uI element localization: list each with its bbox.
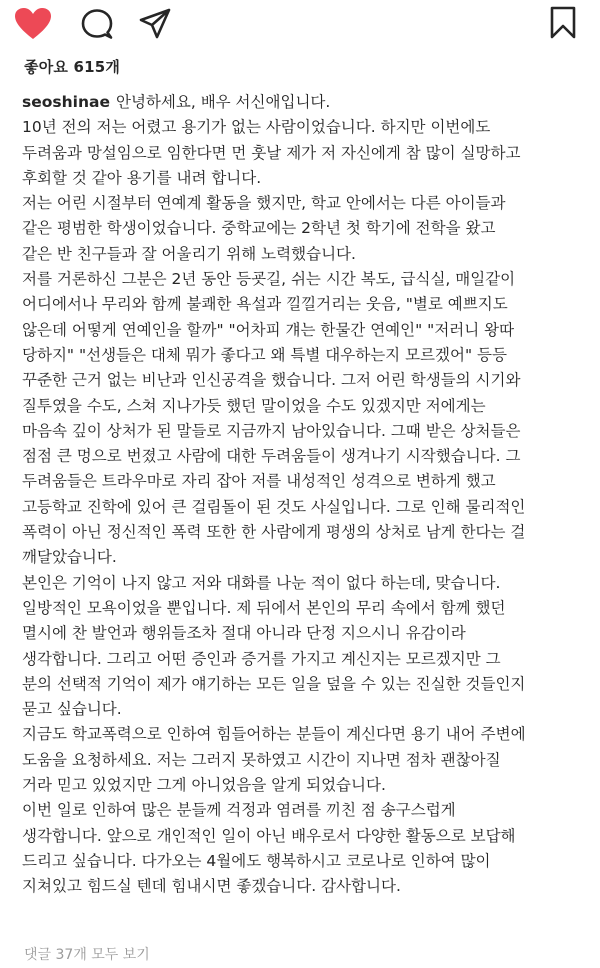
caption-text: 생각합니다. 앞으로 개인적인 일이 아닌 배우로서 다양한 활동으로 보답해	[22, 826, 516, 845]
caption-text: 지금도 학교폭력으로 인하여 힘들어하는 분들이 계신다면 용기 내어 주변에	[22, 725, 526, 744]
caption-line	[22, 343, 592, 368]
caption-text: 질투였을 수도, 스쳐 지나가듯 했던 말이었을 수도 있겠지만 저에게는	[22, 396, 486, 415]
caption-text: 점점 큰 멍으로 번졌고 사람에 대한 두려움들이 생겨나기 시작했습니다. 그	[22, 447, 521, 466]
bookmark-icon[interactable]	[549, 6, 577, 40]
caption-text: 당하지" "선생들은 대체 뭐가 좋다고 왜 특별 대우하는지 모르겠어" 등등	[22, 345, 507, 364]
caption-text: 어디에서나 무리와 함께 불쾌한 욕설과 낄낄거리는 웃음, "별로 예쁘지도	[22, 295, 508, 314]
caption-line	[22, 849, 592, 874]
post-action-bar	[0, 0, 600, 42]
caption-text: 도움을 요청하세요. 저는 그러지 못하였고 시간이 지나면 점차 괜찮아질	[22, 750, 501, 769]
caption-text: 저는 어린 시절부터 연예계 활동을 했지만, 학교 안에서는 다른 아이들과	[22, 194, 506, 213]
caption-line	[22, 394, 592, 419]
caption-line	[22, 722, 592, 747]
caption-text: 일방적인 모욕이었을 뿐입니다. 제 뒤에서 본인의 무리 속에서 함께 했던	[22, 598, 506, 617]
caption-text: 마음속 깊이 상처가 된 말들로 지금까지 남아있습니다. 그때 받은 상처들은	[22, 421, 521, 440]
likes-count[interactable]: 좋아요 615개	[24, 58, 121, 76]
caption-text: 이번 일로 인하여 많은 분들께 걱정과 염려를 끼친 점 송구스럽게	[22, 801, 456, 820]
caption-line	[22, 216, 592, 241]
caption-line	[22, 166, 592, 191]
caption-text: 꾸준한 근거 없는 비난과 인신공격을 했습니다. 그저 어린 학생들의 시기와	[22, 371, 521, 390]
caption-line	[22, 520, 592, 545]
caption-line	[22, 115, 592, 140]
caption-text: 후회할 것 같아 용기를 내려 합니다.	[22, 168, 262, 187]
caption-line	[22, 545, 592, 570]
caption-line	[22, 267, 592, 292]
caption-text: 10년 전의 저는 어렸고 용기가 없는 사람이었습니다. 하지만 이번에도	[22, 118, 491, 137]
caption-text: 생각합니다. 그리고 어떤 증인과 증거를 가지고 계신지는 모르겠지만 그	[22, 649, 501, 668]
caption-text: 본인은 기억이 나지 않고 저와 대화를 나눈 적이 없다 하는데, 맞습니다.	[22, 573, 501, 592]
caption-text: 같은 반 친구들과 잘 어울리기 위해 노력했습니다.	[22, 244, 356, 263]
caption-text: 폭력이 아닌 정신적인 폭력 또한 한 사람에게 평생의 상처로 남게 한다는 걸	[22, 523, 526, 542]
caption-text: 깨달았습니다.	[22, 548, 117, 567]
caption-line	[22, 672, 592, 697]
caption-line	[22, 469, 592, 494]
caption-line	[22, 647, 592, 672]
caption-line	[22, 419, 592, 444]
username-link[interactable]: seoshinae	[22, 93, 110, 111]
caption-line	[22, 874, 592, 899]
caption-line	[22, 90, 592, 115]
caption-text: 드리고 싶습니다. 다가오는 4월에도 행복하시고 코로나로 인하여 많이	[22, 851, 491, 870]
post-caption	[22, 90, 592, 900]
caption-text: 두려움과 망설임으로 임한다면 먼 훗날 제가 저 자신에게 참 많이 실망하고	[22, 143, 521, 162]
caption-line	[22, 141, 592, 166]
caption-text: 안녕하세요, 배우 서신애입니다.	[115, 93, 331, 111]
view-all-comments-link[interactable]: 댓글 37개 모두 보기	[24, 947, 150, 963]
caption-text: 두려움들은 트라우마로 자리 잡아 저를 내성적인 성격으로 변하게 했고	[22, 472, 496, 491]
caption-line	[22, 444, 592, 469]
caption-text: 분의 선택적 기억이 제가 얘기하는 모든 일을 덮을 수 있는 진실한 것들인지	[22, 674, 526, 693]
caption-line	[22, 621, 592, 646]
caption-line	[22, 748, 592, 773]
caption-text: 저를 거론하신 그분은 2년 동안 등굣길, 쉬는 시간 복도, 급식실, 매일같이	[22, 270, 516, 289]
caption-text: 묻고 싶습니다.	[22, 700, 122, 719]
caption-line	[22, 571, 592, 596]
caption-text: 멸시에 찬 발언과 행위들조차 절대 아니라 단정 지으시니 유감이라	[22, 624, 466, 643]
caption-line	[22, 292, 592, 317]
caption-text: 지쳐있고 힘드실 텐데 힘내시면 좋겠습니다. 감사합니다.	[22, 877, 401, 896]
caption-line	[22, 495, 592, 520]
caption-text: 거라 믿고 있었지만 그게 아니었음을 알게 되었습니다.	[22, 776, 386, 795]
caption-line	[22, 773, 592, 798]
caption-text: 같은 평범한 학생이었습니다. 중학교에는 2학년 첫 학기에 전학을 왔고	[22, 219, 496, 238]
comment-icon[interactable]	[80, 8, 114, 40]
caption-line	[22, 191, 592, 216]
caption-text: 않은데 어떻게 연예인을 할까" "어차피 걔는 한물간 연예인" "저러니 왕따	[22, 320, 515, 339]
caption-line	[22, 596, 592, 621]
caption-line	[22, 242, 592, 267]
heart-icon[interactable]	[14, 7, 52, 41]
send-icon[interactable]	[138, 8, 172, 40]
caption-line	[22, 824, 592, 849]
caption-line	[22, 318, 592, 343]
caption-line	[22, 697, 592, 722]
caption-text: 고등학교 진학에 있어 큰 걸림돌이 된 것도 사실입니다. 그로 인해 물리적인	[22, 497, 526, 516]
caption-line	[22, 368, 592, 393]
caption-line	[22, 798, 592, 823]
